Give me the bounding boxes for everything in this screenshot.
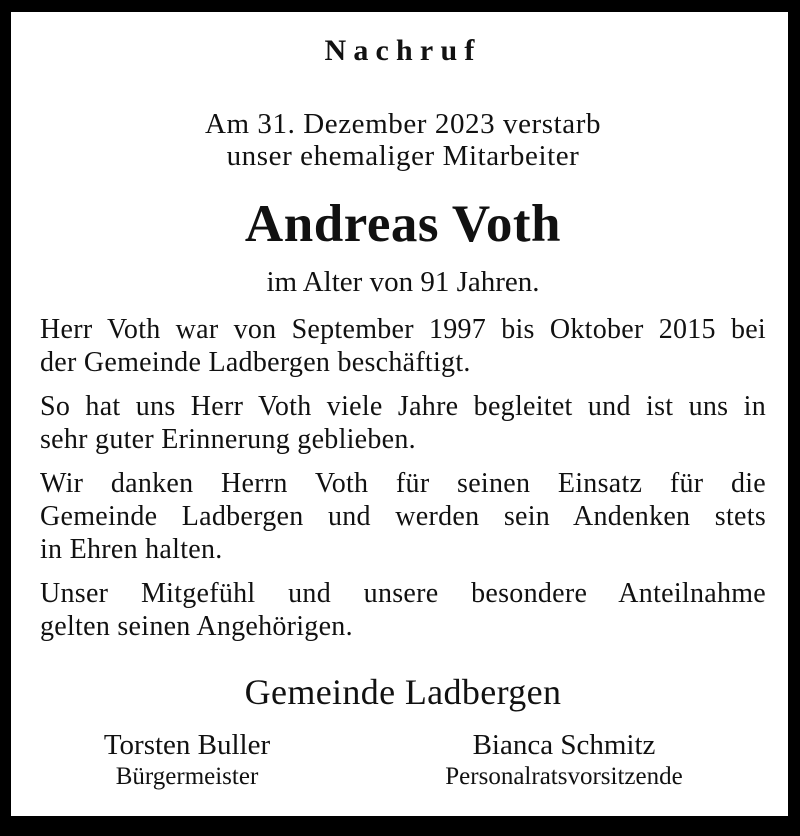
deceased-name: Andreas Voth xyxy=(244,195,562,253)
intro-line-1: Am 31. Dezember 2023 verstarb xyxy=(204,108,602,140)
age-line: im Alter von 91 Jahren. xyxy=(266,266,540,298)
signature-name: Torsten Buller xyxy=(103,729,271,761)
paragraph-line: Wir danken Herrn Voth für seinen Einsatz für die xyxy=(40,468,766,499)
signature-row xyxy=(40,729,766,792)
body-paragraph-1 xyxy=(40,313,766,379)
signature-role: Bürgermeister xyxy=(115,763,259,790)
paragraph-line: So hat uns Herr Voth viele Jahre begleitet und ist uns in xyxy=(40,391,766,422)
signature-right xyxy=(394,729,734,792)
paragraph-line: gelten seinen Angehörigen. xyxy=(40,611,353,642)
body-paragraph-2 xyxy=(40,390,766,456)
signature-name: Bianca Schmitz xyxy=(472,729,656,761)
intro-block xyxy=(40,108,766,172)
paragraph-line: Herr Voth war von September 1997 bis Oktober 2015 bei xyxy=(40,314,766,345)
signature-role: Personalratsvorsitzende xyxy=(445,763,683,790)
body-paragraph-4 xyxy=(40,577,766,643)
obituary-card xyxy=(11,12,788,816)
paragraph-line: Unser Mitgefühl und unsere besondere Anteilnahme xyxy=(40,578,766,609)
signature-left xyxy=(47,729,327,792)
organization-name: Gemeinde Ladbergen xyxy=(244,672,562,712)
paragraph-line: Gemeinde Ladbergen und werden sein Andenken stets xyxy=(40,501,766,532)
paragraph-line: der Gemeinde Ladbergen beschäftigt. xyxy=(40,347,471,378)
paragraph-line: sehr guter Erinnerung geblieben. xyxy=(40,424,416,455)
body-paragraph-3 xyxy=(40,467,766,566)
kicker-title: Nachruf xyxy=(324,34,482,67)
paragraph-line: in Ehren halten. xyxy=(40,534,223,565)
intro-line-2: unser ehemaliger Mitarbeiter xyxy=(226,140,580,172)
